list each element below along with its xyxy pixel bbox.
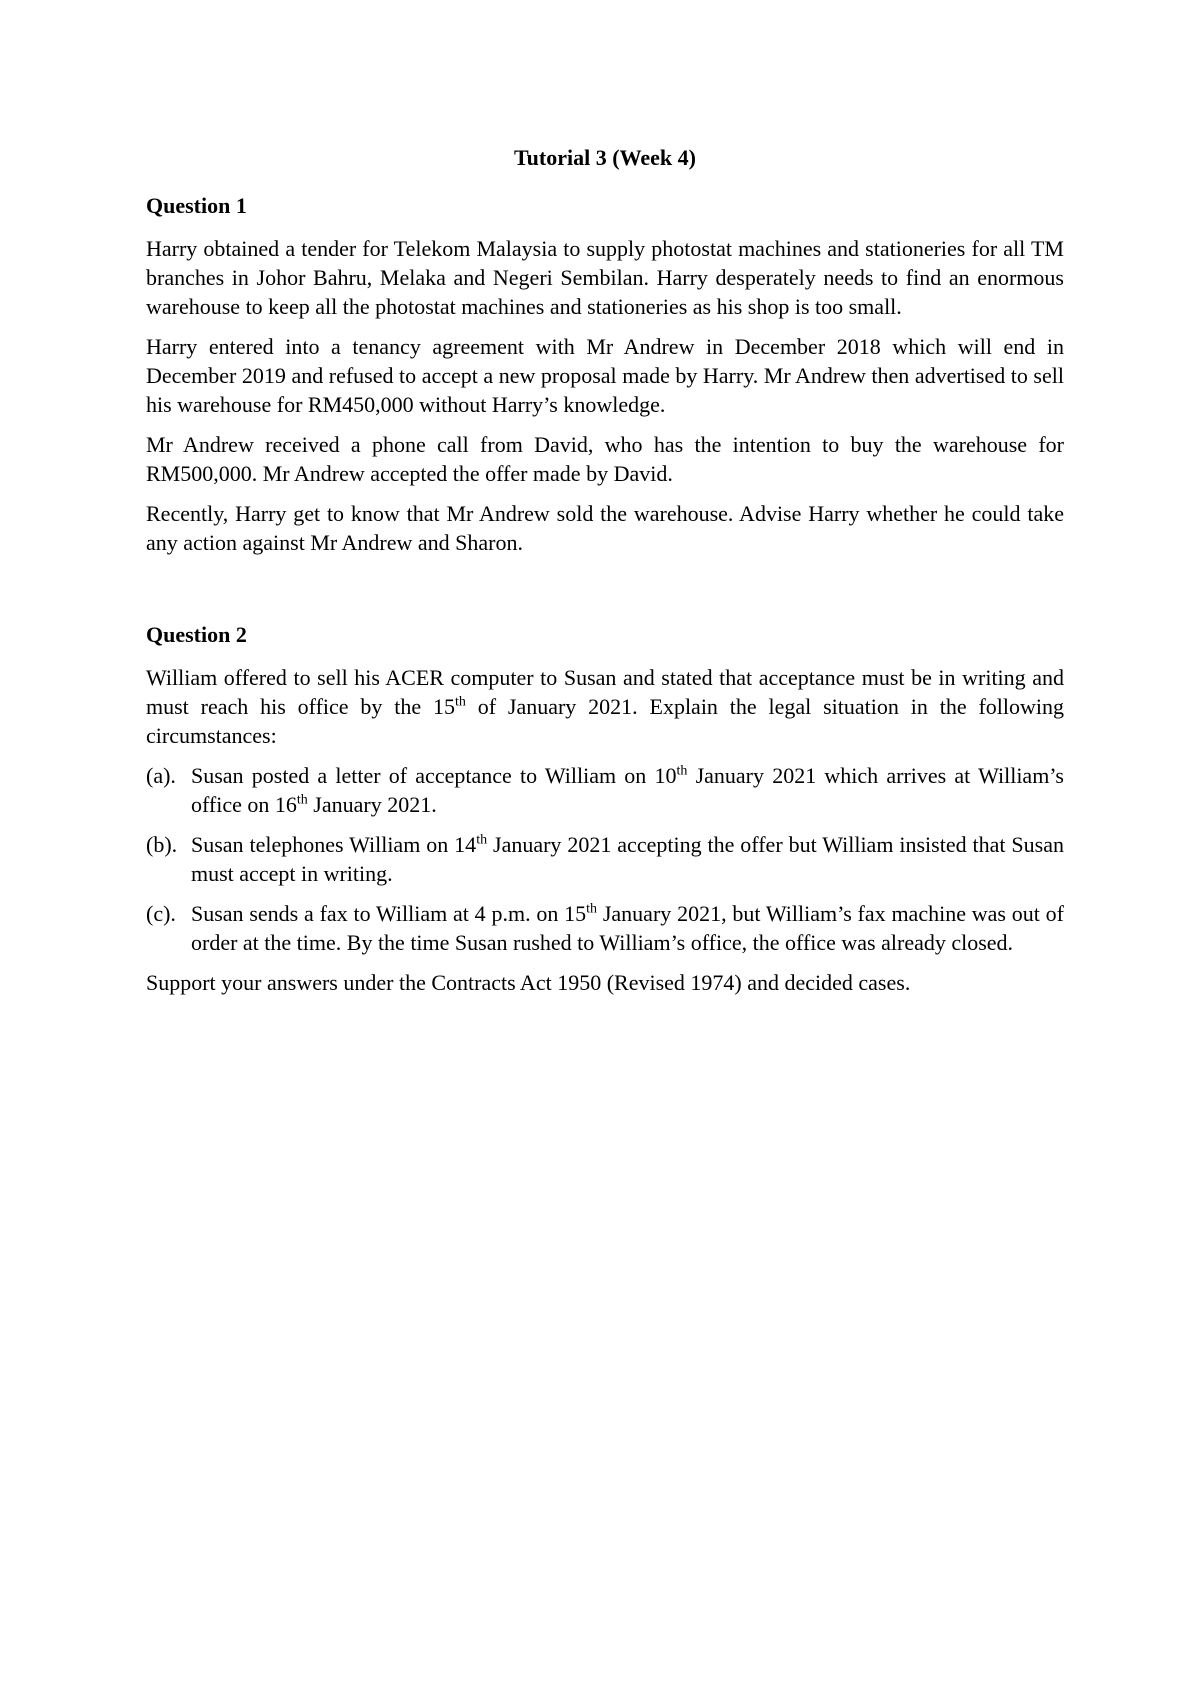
list-item-label: (c). bbox=[146, 901, 176, 926]
list-item-text bbox=[191, 899, 1064, 957]
item-a-text-1: Susan posted a letter of acceptance to William on 10 bbox=[191, 763, 677, 788]
document-page bbox=[146, 143, 1064, 1008]
list-item-text bbox=[191, 830, 1064, 888]
section-spacer bbox=[146, 568, 1064, 620]
document-title: Tutorial 3 (Week 4) bbox=[514, 145, 696, 170]
question-1-paragraph-3: Mr Andrew received a phone call from David, who has the intention to buy the warehouse for RM500,000. Mr Andrew accepted the offer made by David. bbox=[146, 432, 1064, 486]
list-item-a bbox=[146, 761, 1064, 819]
item-b-text-2: January 2021 accepting the offer but William insisted that Susan must accept in writing. bbox=[191, 832, 1064, 886]
item-a-text-3: January 2021. bbox=[307, 792, 437, 817]
question-1-paragraph-2: Harry entered into a tenancy agreement with Mr Andrew in December 2018 which will end in December 2019 and refused to accept a new proposal made by Harry. Mr Andrew then advertised to sell his warehouse for RM450,000 without Harry’s knowledge. bbox=[146, 334, 1064, 417]
list-item-b bbox=[146, 830, 1064, 888]
intro-text-after: of January 2021. Explain the legal situation in the following circumstances: bbox=[146, 694, 1064, 748]
item-b-text-1: Susan telephones William on 14 bbox=[191, 832, 477, 857]
item-a-sup-2: th bbox=[296, 792, 308, 808]
question-2-heading: Question 2 bbox=[146, 622, 247, 647]
question-1-paragraph-1: Harry obtained a tender for Telekom Malaysia to supply photostat machines and stationeries for all TM branches in Johor Bahru, Melaka and Negeri Sembilan. Harry desperately needs to find an enormous warehouse to keep all the photostat machines and stationeries as his shop is too small. bbox=[146, 236, 1064, 319]
list-item-label: (b). bbox=[146, 832, 178, 857]
question-1-paragraph-4: Recently, Harry get to know that Mr Andrew sold the warehouse. Advise Harry whether he could take any action against Mr Andrew and Sharon. bbox=[146, 501, 1064, 555]
item-c-sup-1: th bbox=[586, 901, 598, 917]
item-c-text-1: Susan sends a fax to William at 4 p.m. on 15 bbox=[191, 901, 587, 926]
list-item-label: (a). bbox=[146, 763, 176, 788]
question-1-heading: Question 1 bbox=[146, 193, 247, 218]
list-item-c bbox=[146, 899, 1064, 957]
item-b-sup-1: th bbox=[476, 832, 488, 848]
question-2-closing: Support your answers under the Contracts Act 1950 (Revised 1974) and decided cases. bbox=[146, 970, 911, 995]
intro-superscript: th bbox=[454, 694, 466, 710]
item-c-text-2: January 2021, but William’s fax machine was out of order at the time. By the time Susan rushed to William’s office, the office was already closed. bbox=[191, 901, 1064, 955]
question-2-intro bbox=[146, 663, 1064, 750]
item-a-sup-1: th bbox=[676, 763, 688, 779]
list-item-text bbox=[191, 761, 1064, 819]
item-a-text-2: January 2021 which arrives at William’s office on 16 bbox=[191, 763, 1064, 817]
intro-text-before: William offered to sell his ACER computer to Susan and stated that acceptance must be in writing and must reach his office by the 15 bbox=[146, 665, 1064, 719]
